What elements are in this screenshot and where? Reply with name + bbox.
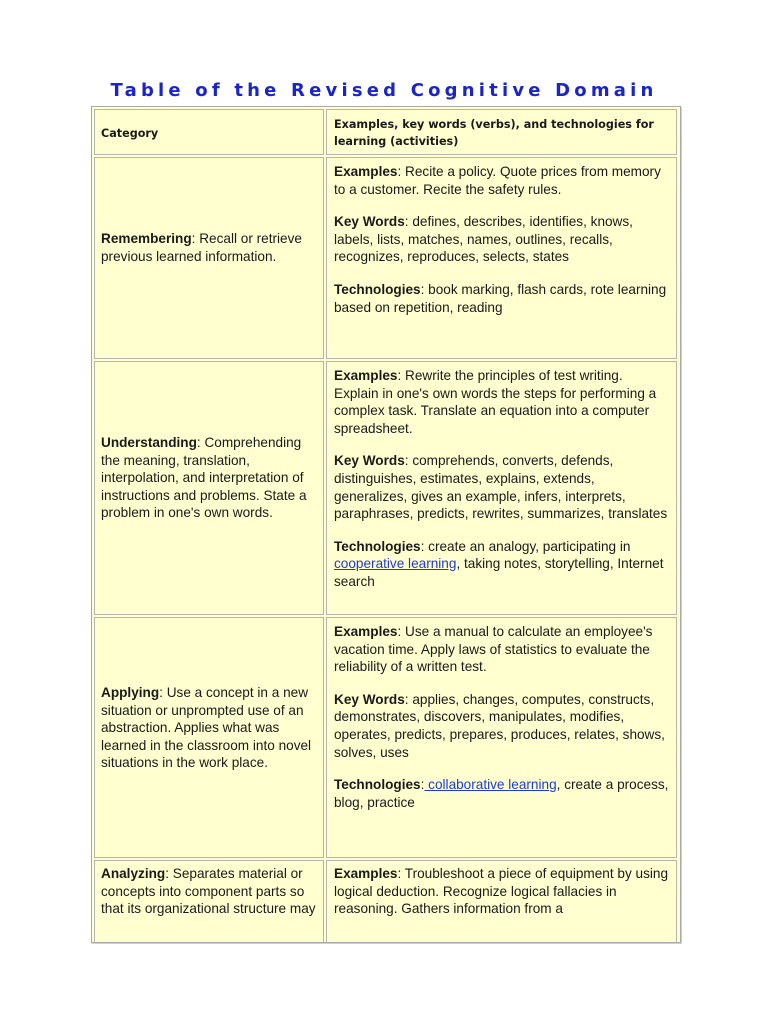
cognitive-domain-table bbox=[91, 106, 681, 943]
row-understanding-details bbox=[326, 361, 677, 615]
examples-paragraph bbox=[334, 163, 669, 198]
technologies-paragraph bbox=[334, 281, 669, 316]
category-name: Remembering bbox=[101, 231, 192, 246]
technologies-paragraph bbox=[334, 776, 669, 811]
technologies-label: Technologies bbox=[334, 538, 421, 554]
cooperative-learning-link[interactable]: cooperative learning bbox=[334, 556, 457, 572]
examples-label: Examples bbox=[334, 164, 398, 179]
technologies-label: Technologies bbox=[334, 281, 421, 297]
row-applying-category bbox=[94, 617, 324, 858]
collaborative-learning-link[interactable]: collaborative learning bbox=[424, 777, 557, 793]
category-name: Applying bbox=[101, 685, 160, 700]
category-name: Analyzing bbox=[101, 866, 166, 881]
category-description: : Recall or retrieve previous learned information. bbox=[101, 231, 302, 264]
examples-text: : Recite a policy. Quote prices from memory to a customer. Recite the safety rules. bbox=[334, 164, 661, 197]
technologies-text: : bbox=[420, 777, 425, 793]
examples-text: : Use a manual to calculate an employee's vacation time. Apply laws of statistics to evaluate the reliability of a written test. bbox=[334, 624, 653, 675]
keywords-text: : defines, describes, identifies, knows, labels, lists, matches, names, outlines, recalls, recognizes, reproduces, selects, states bbox=[334, 214, 633, 265]
row-analyzing-category bbox=[94, 860, 324, 943]
keywords-paragraph bbox=[334, 691, 669, 761]
examples-label: Examples bbox=[334, 866, 398, 881]
keywords-paragraph bbox=[334, 452, 669, 522]
row-remembering-details bbox=[326, 157, 677, 359]
row-remembering-category bbox=[94, 157, 324, 359]
keywords-label: Key Words bbox=[334, 214, 405, 230]
page-title: Table of the Revised Cognitive Domain bbox=[110, 80, 658, 101]
keywords-text: : comprehends, converts, defends, distinguishes, estimates, explains, extends, generalizes, gives an example, infers, interprets, paraphrases, predicts, rewrites, summarizes, translates bbox=[334, 453, 668, 522]
category-description: : Separates material or concepts into component parts so that its organizational structure may bbox=[101, 866, 316, 917]
technologies-text: : book marking, flash cards, rote learning based on repetition, reading bbox=[334, 281, 667, 315]
examples-paragraph bbox=[334, 865, 669, 918]
keywords-label: Key Words bbox=[334, 691, 405, 707]
technologies-label: Technologies bbox=[334, 777, 421, 793]
header-category: Category bbox=[101, 127, 159, 140]
technologies-paragraph bbox=[334, 538, 669, 591]
category-name: Understanding bbox=[101, 435, 197, 450]
technologies-text-rest: , taking notes, storytelling, Internet search bbox=[334, 556, 664, 589]
header-examples-cell bbox=[326, 109, 677, 155]
category-description: : Use a concept in a new situation or unprompted use of an abstraction. Applies what was learned in the classroom into novel situations in the work place. bbox=[101, 685, 312, 771]
header-category-cell bbox=[94, 109, 324, 155]
technologies-text: : create an analogy, participating in bbox=[420, 538, 631, 554]
keywords-text: : applies, changes, computes, constructs, demonstrates, discovers, manipulates, modifies, operates, predicts, prepares, produces, relates, shows, solves, uses bbox=[334, 691, 665, 760]
examples-text: : Troubleshoot a piece of equipment by using logical deduction. Recognize logical fallacies in reasoning. Gathers information from a bbox=[334, 866, 669, 917]
keywords-label: Key Words bbox=[334, 453, 405, 469]
examples-paragraph bbox=[334, 367, 669, 437]
category-description: : Comprehending the meaning, translation, interpolation, and interpretation of instructions and problems. State a problem in one's own words. bbox=[101, 435, 307, 521]
examples-text: : Rewrite the principles of test writing. Explain in one's own words the steps for performing a complex task. Translate an equation into a computer spreadsheet. bbox=[334, 368, 657, 436]
row-analyzing-details bbox=[326, 860, 677, 943]
examples-label: Examples bbox=[334, 368, 398, 383]
keywords-paragraph bbox=[334, 213, 669, 266]
header-examples: Examples, key words (verbs), and technologies for learning (activities) bbox=[334, 118, 654, 148]
examples-paragraph bbox=[334, 623, 669, 676]
row-understanding-category bbox=[94, 361, 324, 615]
row-applying-details bbox=[326, 617, 677, 858]
examples-label: Examples bbox=[334, 624, 398, 639]
technologies-text-rest: , create a process, blog, practice bbox=[334, 777, 669, 810]
